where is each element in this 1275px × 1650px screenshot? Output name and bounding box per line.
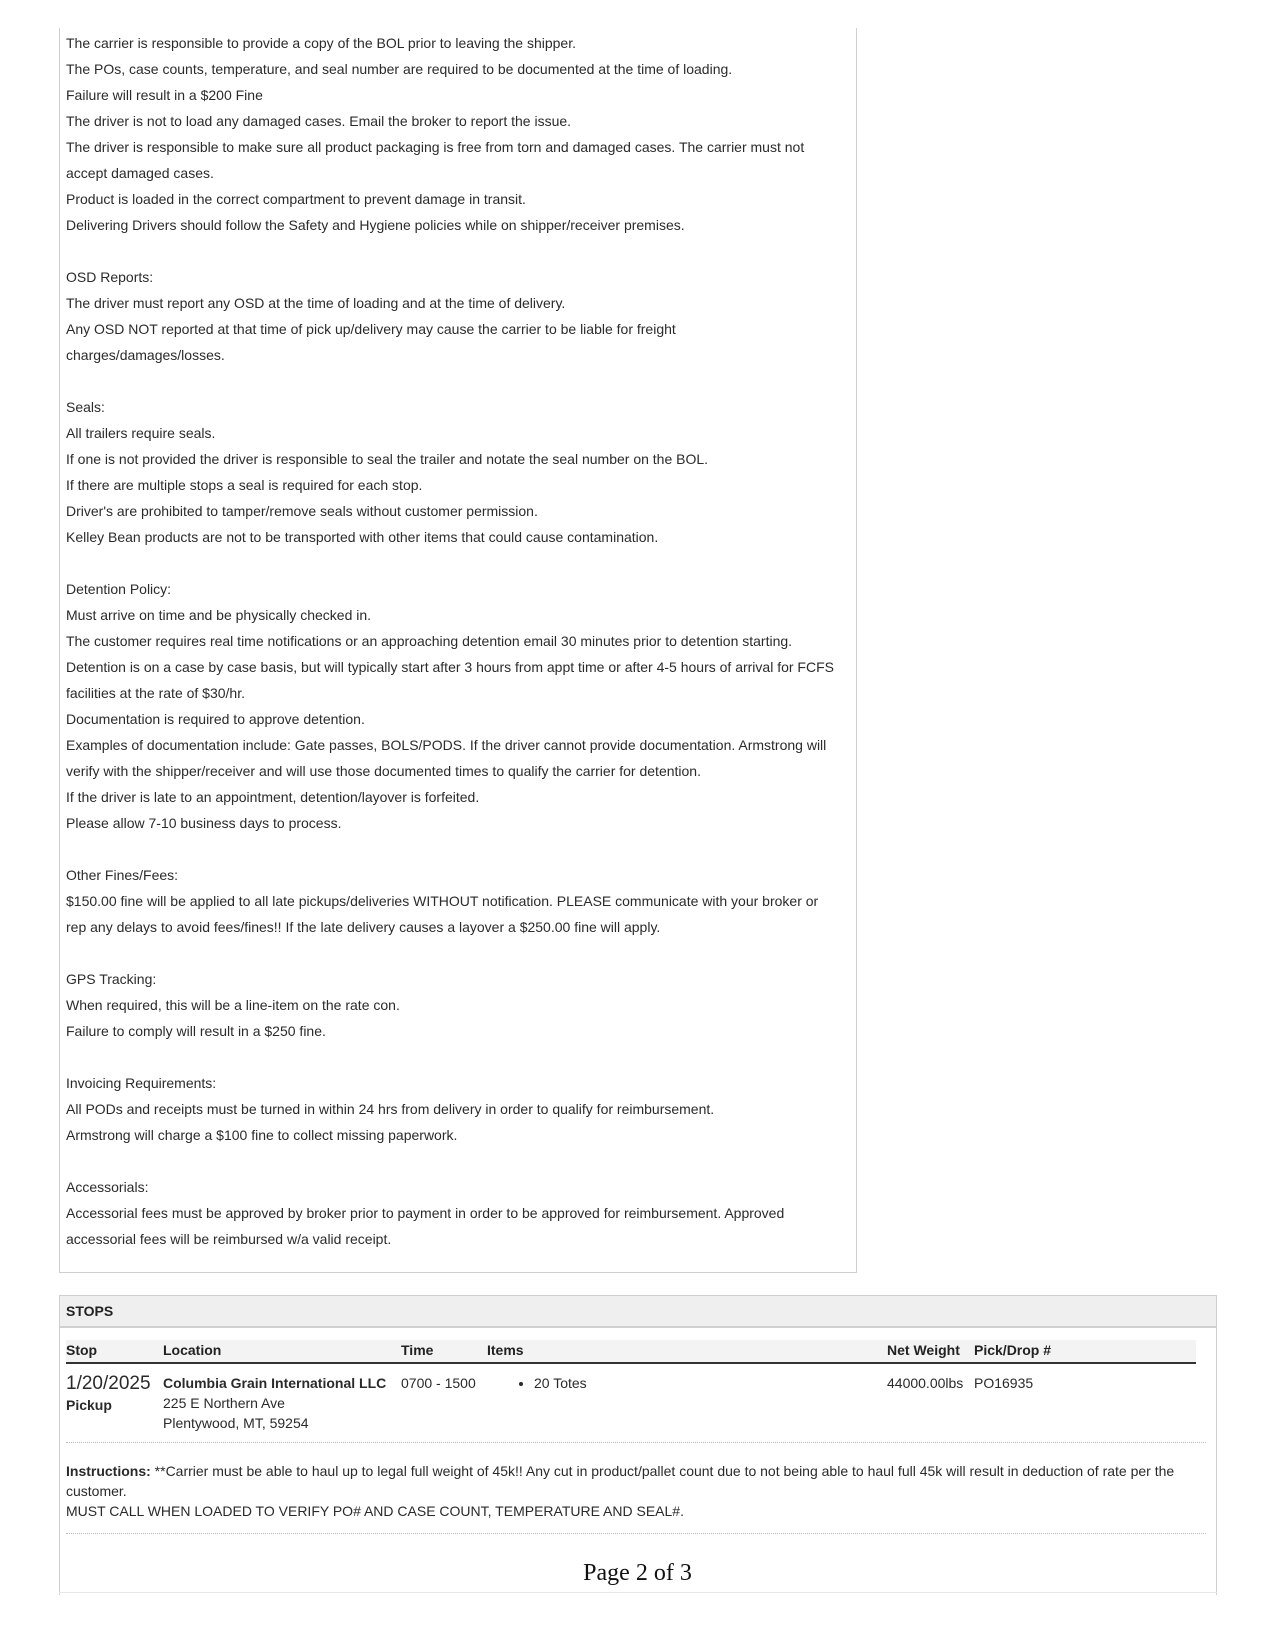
terms-line: GPS Tracking: — [66, 971, 157, 987]
instructions-label: Instructions: — [66, 1463, 151, 1479]
paragraph-gap — [66, 550, 856, 576]
terms-line: Detention Policy: — [66, 581, 172, 597]
col-stop: Stop — [66, 1342, 98, 1358]
terms-line: verify with the shipper/receiver and will use those documented times to qualify the carrier for detention. — [66, 763, 701, 779]
terms-line: facilities at the rate of $30/hr. — [66, 685, 245, 701]
terms-line: OSD Reports: — [66, 269, 154, 285]
terms-line: Invoicing Requirements: — [66, 1075, 217, 1091]
terms-line: Product is loaded in the correct compartment to prevent damage in transit. — [66, 191, 526, 207]
terms-line: Armstrong will charge a $100 fine to collect missing paperwork. — [66, 1127, 458, 1143]
row-divider — [66, 1442, 1206, 1443]
terms-line: If one is not provided the driver is responsible to seal the trailer and notate the seal number on the BOL. — [66, 451, 709, 467]
instructions-text-1: **Carrier must be able to haul up to legal full weight of 45k!! Any cut in product/pallet count due to not being able to haul full 45k will result in deduction of rate per the customer. — [66, 1463, 1175, 1499]
terms-line: Delivering Drivers should follow the Safety and Hygiene policies while on shipper/receiver premises. — [66, 217, 685, 233]
terms-line: charges/damages/losses. — [66, 347, 225, 363]
paragraph-gap — [66, 940, 856, 966]
col-time: Time — [401, 1342, 434, 1358]
terms-line: Detention is on a case by case basis, but will typically start after 3 hours from appt time or after 4-5 hours of arrival for FCFS — [66, 659, 834, 675]
instructions-line-1 — [66, 1461, 1206, 1501]
time-cell — [401, 1373, 476, 1393]
paragraph-gap — [66, 1044, 856, 1070]
pick-drop-number: PO16935 — [974, 1375, 1034, 1391]
location-cell — [163, 1373, 386, 1433]
terms-line: Failure to comply will result in a $250 fine. — [66, 1023, 326, 1039]
stop-type: Pickup — [66, 1397, 112, 1413]
col-location: Location — [163, 1342, 222, 1358]
terms-line: Please allow 7-10 business days to process. — [66, 815, 342, 831]
terms-line: $150.00 fine will be applied to all late pickups/deliveries WITHOUT notification. PLEASE communicate with your broker or — [66, 893, 819, 909]
terms-line: If the driver is late to an appointment, detention/layover is forfeited. — [66, 789, 480, 805]
terms-line: The driver must report any OSD at the time of loading and at the time of delivery. — [66, 295, 566, 311]
terms-line: Must arrive on time and be physically checked in. — [66, 607, 372, 623]
location-address-line2: Plentywood, MT, 59254 — [163, 1415, 309, 1431]
stop-cell — [66, 1373, 151, 1415]
terms-line: If there are multiple stops a seal is required for each stop. — [66, 477, 423, 493]
terms-line: Documentation is required to approve detention. — [66, 711, 365, 727]
terms-line: When required, this will be a line-item on the rate con. — [66, 997, 400, 1013]
net-weight-value: 44000.00lbs — [887, 1375, 964, 1391]
col-pick-drop: Pick/Drop # — [974, 1342, 1052, 1358]
location-name: Columbia Grain International LLC — [163, 1375, 387, 1391]
terms-and-conditions-text — [66, 30, 856, 1252]
col-net-weight: Net Weight — [887, 1342, 960, 1358]
col-items: Items — [487, 1342, 524, 1358]
pick-drop-cell — [974, 1373, 1033, 1393]
page-number: Page 2 of 3 — [583, 1560, 692, 1586]
terms-line: The driver is not to load any damaged cases. Email the broker to report the issue. — [66, 113, 572, 129]
stop-instructions — [66, 1461, 1206, 1521]
terms-line: Examples of documentation include: Gate passes, BOLS/PODS. If the driver cannot provide documentation. Armstrong will — [66, 737, 827, 753]
terms-line: Accessorial fees must be approved by broker prior to payment in order to be approved for reimbursement. Approved — [66, 1205, 785, 1221]
stops-panel — [59, 1295, 1217, 1595]
stop-date: 1/20/2025 — [66, 1373, 151, 1394]
terms-line: Kelley Bean products are not to be transported with other items that could cause contamination. — [66, 529, 659, 545]
terms-line: rep any delays to avoid fees/fines!! If the late delivery causes a layover a $250.00 fine will apply. — [66, 919, 661, 935]
terms-line: The driver is responsible to make sure all product packaging is free from torn and damaged cases. The carrier must not — [66, 139, 805, 155]
terms-line: accept damaged cases. — [66, 165, 214, 181]
terms-line: Accessorials: — [66, 1179, 149, 1195]
terms-line: accessorial fees will be reimbursed w/a valid receipt. — [66, 1231, 392, 1247]
net-weight-cell — [887, 1373, 963, 1393]
item-entry: • 20 Totes — [534, 1373, 587, 1393]
stops-table-header — [66, 1340, 1196, 1364]
terms-line: All trailers require seals. — [66, 425, 216, 441]
terms-line: Seals: — [66, 399, 105, 415]
items-cell — [516, 1373, 587, 1393]
terms-line: Other Fines/Fees: — [66, 867, 179, 883]
terms-line: Any OSD NOT reported at that time of pick up/delivery may cause the carrier to be liable for freight — [66, 321, 676, 337]
location-address-line1: 225 E Northern Ave — [163, 1395, 285, 1411]
terms-line: Failure will result in a $200 Fine — [66, 87, 263, 103]
stop-row — [66, 1373, 1196, 1453]
paragraph-gap — [66, 238, 856, 264]
instructions-divider — [66, 1533, 1206, 1534]
paragraph-gap — [66, 368, 856, 394]
terms-line: The POs, case counts, temperature, and seal number are required to be documented at the time of loading. — [66, 61, 733, 77]
terms-line: Driver's are prohibited to tamper/remove seals without customer permission. — [66, 503, 538, 519]
paragraph-gap — [66, 836, 856, 862]
instructions-line-2: MUST CALL WHEN LOADED TO VERIFY PO# AND CASE COUNT, TEMPERATURE AND SEAL#. — [66, 1503, 684, 1519]
terms-line: All PODs and receipts must be turned in within 24 hrs from delivery in order to qualify for reimbursement. — [66, 1101, 715, 1117]
terms-line: The carrier is responsible to provide a copy of the BOL prior to leaving the shipper. — [66, 35, 576, 51]
page-bottom-line — [59, 1592, 1217, 1593]
paragraph-gap — [66, 1148, 856, 1174]
stop-time: 0700 - 1500 — [401, 1375, 476, 1391]
terms-line: The customer requires real time notifications or an approaching detention email 30 minutes prior to detention starting. — [66, 633, 793, 649]
stops-section-header: STOPS — [60, 1296, 1216, 1328]
items-list — [516, 1373, 587, 1393]
